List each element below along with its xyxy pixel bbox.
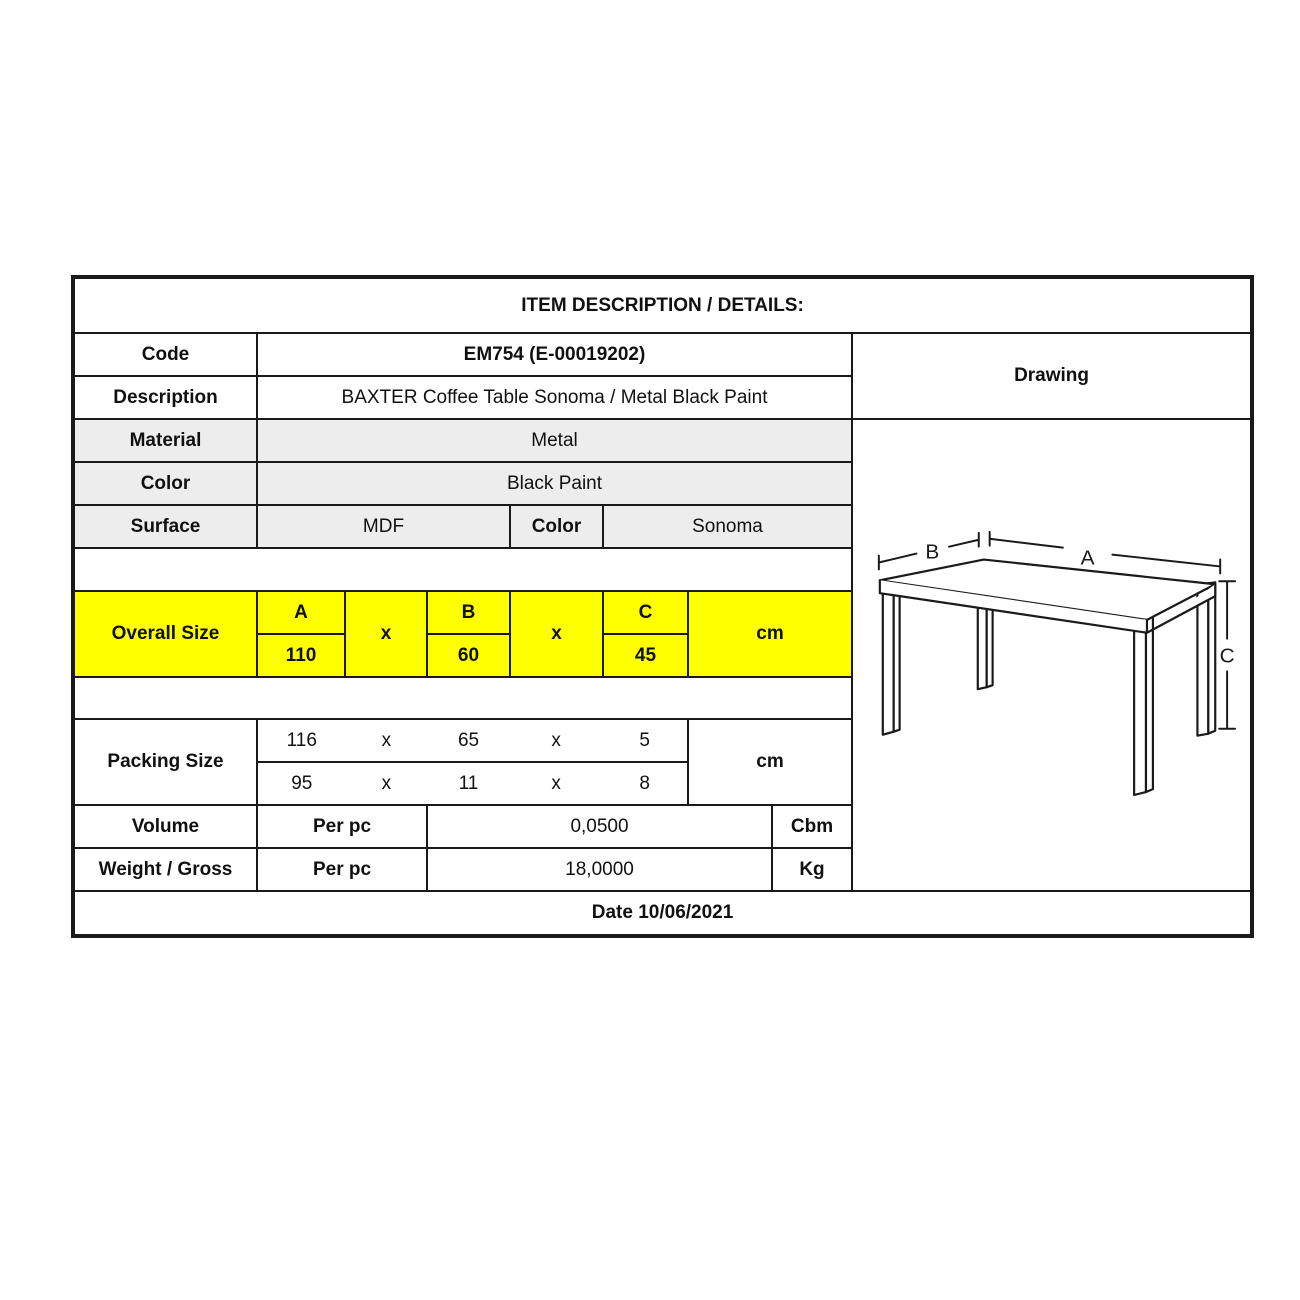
overall-dim-c-letter: C bbox=[603, 591, 688, 634]
packing-2-x1: x bbox=[381, 772, 392, 794]
date-row bbox=[73, 891, 1252, 936]
packing-2-h: 8 bbox=[639, 772, 650, 794]
weight-label: Weight / Gross bbox=[73, 848, 257, 891]
surface-color-label: Color bbox=[510, 505, 603, 548]
code-row bbox=[73, 333, 1252, 376]
packing-size-values-1 bbox=[257, 719, 688, 762]
code-label: Code bbox=[73, 333, 257, 376]
code-value: EM754 (E-00019202) bbox=[257, 333, 852, 376]
dim-label-a: A bbox=[1080, 545, 1095, 569]
date-text: Date 10/06/2021 bbox=[73, 891, 1252, 936]
table-drawing bbox=[853, 422, 1249, 889]
packing-2-w: 95 bbox=[291, 772, 313, 794]
weight-unit: Kg bbox=[772, 848, 852, 891]
overall-size-unit: cm bbox=[688, 591, 852, 677]
color-value: Black Paint bbox=[257, 462, 852, 505]
packing-1-w: 116 bbox=[286, 729, 317, 751]
table-top bbox=[880, 559, 1215, 632]
packing-1-h: 5 bbox=[639, 729, 650, 751]
overall-sep-2: x bbox=[510, 591, 603, 677]
spec-table bbox=[71, 275, 1254, 938]
weight-basis: Per pc bbox=[257, 848, 427, 891]
material-label: Material bbox=[73, 419, 257, 462]
surface-value: MDF bbox=[257, 505, 510, 548]
volume-basis: Per pc bbox=[257, 805, 427, 848]
spacer-cell bbox=[73, 548, 852, 591]
packing-size-values-2 bbox=[257, 762, 688, 805]
weight-value: 18,0000 bbox=[427, 848, 772, 891]
dim-label-b: B bbox=[925, 540, 940, 564]
overall-dim-c-value: 45 bbox=[603, 634, 688, 677]
drawing-panel bbox=[852, 419, 1252, 891]
description-label: Description bbox=[73, 376, 257, 419]
dimension-line-c bbox=[1219, 581, 1235, 728]
volume-label: Volume bbox=[73, 805, 257, 848]
dim-label-c: C bbox=[1219, 643, 1235, 667]
packing-size-unit: cm bbox=[688, 719, 852, 805]
drawing-title: Drawing bbox=[852, 333, 1252, 419]
surface-color-value: Sonoma bbox=[603, 505, 852, 548]
material-row bbox=[73, 419, 1252, 462]
title-row bbox=[73, 277, 1252, 333]
overall-dim-a-value: 110 bbox=[257, 634, 345, 677]
packing-size-label: Packing Size bbox=[73, 719, 257, 805]
overall-sep-1: x bbox=[345, 591, 427, 677]
packing-1-d: 65 bbox=[457, 729, 480, 751]
spacer-cell bbox=[73, 677, 852, 719]
packing-1-x2: x bbox=[551, 729, 561, 751]
volume-value: 0,0500 bbox=[427, 805, 772, 848]
packing-1-x1: x bbox=[381, 729, 392, 751]
overall-dim-b-letter: B bbox=[427, 591, 510, 634]
overall-size-label: Overall Size bbox=[73, 591, 257, 677]
sheet-title: ITEM DESCRIPTION / DETAILS: bbox=[73, 277, 1252, 333]
color-label: Color bbox=[73, 462, 257, 505]
packing-2-x2: x bbox=[551, 772, 561, 794]
description-value: BAXTER Coffee Table Sonoma / Metal Black Paint bbox=[257, 376, 852, 419]
overall-dim-b-value: 60 bbox=[427, 634, 510, 677]
item-spec-sheet bbox=[71, 275, 1254, 938]
overall-dim-a-letter: A bbox=[257, 591, 345, 634]
material-value: Metal bbox=[257, 419, 852, 462]
surface-label: Surface bbox=[73, 505, 257, 548]
volume-unit: Cbm bbox=[772, 805, 852, 848]
packing-2-d: 11 bbox=[458, 772, 479, 794]
